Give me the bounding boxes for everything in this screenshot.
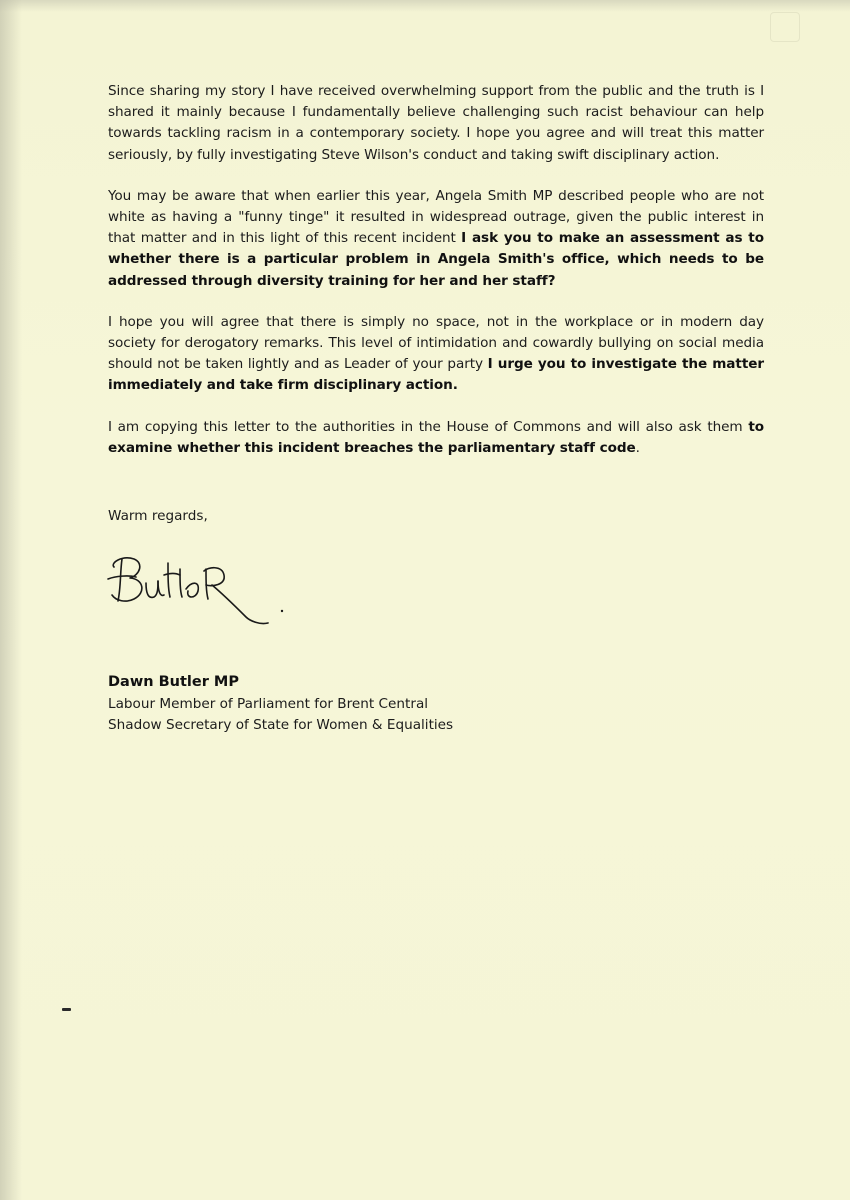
letter-paragraph	[108, 186, 764, 292]
handwritten-signature-icon	[100, 545, 300, 635]
signatory-name: Dawn Butler MP	[108, 674, 239, 690]
letter-body	[108, 81, 764, 479]
emphasized-text: to examine whether this incident breaches the parliamentary staff code	[108, 418, 764, 456]
paragraph-text: I hope you will agree that there is simply no space, not in the workplace or in modern day society for derogatory remarks. This level of intimidation and cowardly bullying on social media should not be taken lightly and as Leader of your party	[108, 313, 764, 373]
letter-paragraph	[108, 417, 764, 459]
emphasized-text: I urge you to investigate the matter immediately and take firm disciplinary action.	[108, 356, 764, 394]
paper-edge-shadow	[0, 0, 22, 1200]
bleed-through-crest-icon	[770, 12, 800, 42]
signatory-role: Labour Member of Parliament for Brent Central	[108, 695, 429, 712]
paragraph-text: You may be aware that when earlier this year, Angela Smith MP described people who are not white as having a "funny tinge" it resulted in widespread outrage, given the public interest in that matter and in this light of this recent incident	[108, 187, 764, 247]
signature-block	[108, 672, 453, 737]
letter-paragraph	[108, 81, 764, 166]
letter-paragraph	[108, 312, 764, 397]
emphasized-text: I ask you to make an assessment as to whether there is a particular problem in Angela Smith's office, which needs to be addressed through diversity training for her and her staff?	[108, 230, 764, 289]
paragraph-text: Since sharing my story I have received overwhelming support from the public and the truth is I shared it mainly because I fundamentally believe challenging such racist behaviour can help towards tackling racism in a contemporary society. I hope you agree and will treat this matter seriously, by fully investigating Steve Wilson's conduct and taking swift disciplinary action.	[108, 83, 764, 163]
paragraph-text: .	[635, 439, 640, 456]
ink-mark	[62, 1008, 71, 1011]
paper-top-shadow	[0, 0, 850, 12]
closing-salutation: Warm regards,	[108, 508, 208, 524]
paragraph-text: I am copying this letter to the authorities in the House of Commons and will also ask them	[108, 418, 749, 435]
signatory-role: Shadow Secretary of State for Women & Equalities	[108, 717, 454, 733]
